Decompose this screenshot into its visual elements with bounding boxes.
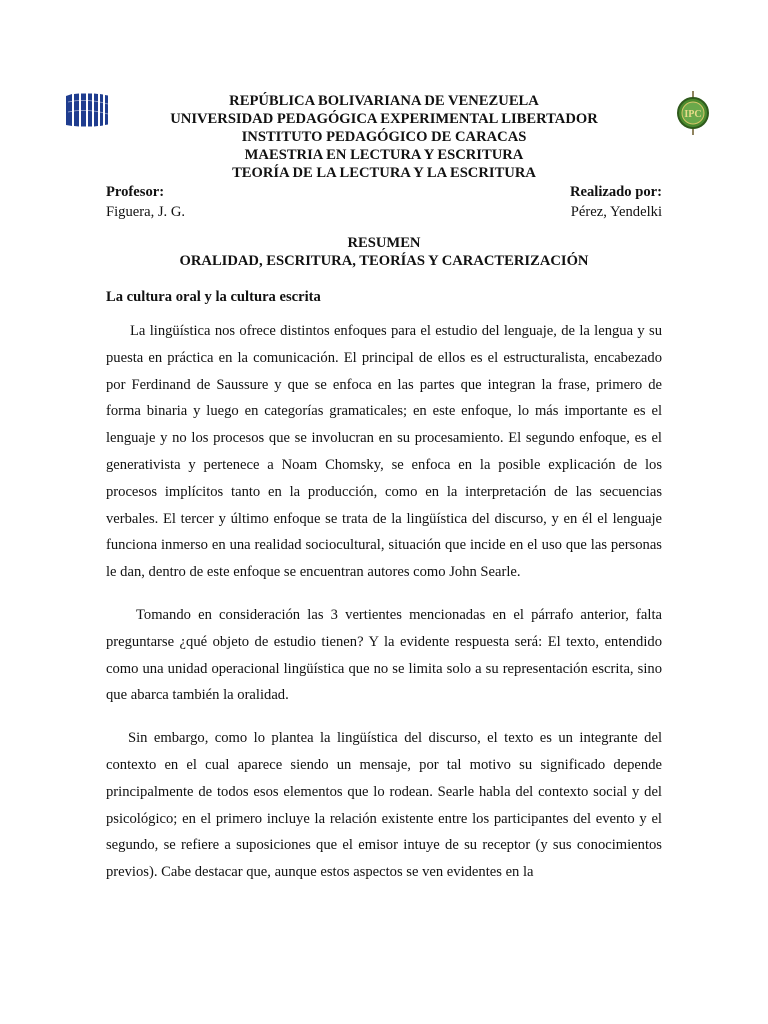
header-line-masters: MAESTRIA EN LECTURA Y ESCRITURA [244, 147, 524, 163]
header-line-institute: INSTITUTO PEDAGÓGICO DE CARACAS [241, 129, 527, 145]
svg-text:IPC: IPC [684, 109, 702, 120]
paragraph: Sin embargo, como lo plantea la lingüística del discurso, el texto es un integrante del contexto en el cual aparece siendo un mensaje, por tal motivo su significado depende principalmente de todos esos elementos que lo rodean. Searle habla del contexto social y del psicológico; en el primero incluye la relación existente entre los participantes del evento y el segundo, se refiere a suposiciones que el emisor intuye de su receptor (y sus conocimientos previos). Cabe destacar que, aunque estos aspectos se ven evidentes en la [106, 730, 662, 881]
paragraph: Tomando en consideración las 3 vertientes mencionadas en el párrafo anterior, falta preguntarse ¿qué objeto de estudio tienen? Y la evidente respuesta será: El texto, entendido como una unidad operacional lingüística que no se limita solo a su representación escrita, sino que abarca también la oralidad. [106, 606, 662, 704]
section-heading: La cultura oral y la cultura escrita [106, 289, 321, 305]
upel-logo-icon [64, 92, 110, 128]
professor-name: Figuera, J. G. [106, 204, 186, 220]
document-meta [106, 182, 662, 222]
document-body [106, 318, 662, 902]
header-line-republic: REPÚBLICA BOLIVARIANA DE VENEZUELA [229, 93, 539, 109]
summary-title: RESUMEN [347, 235, 421, 251]
summary-title-block [106, 234, 662, 270]
header-line-university: UNIVERSIDAD PEDAGÓGICA EXPERIMENTAL LIBERTADOR [170, 111, 598, 127]
paragraph: La lingüística nos ofrece distintos enfoques para el estudio del lenguaje, de la lengua y su puesta en práctica en la comunicación. El principal de ellos es el estructuralista, encabezado por Ferdinand de Saussure y que se enfoca en las partes que integran la frase, primero de forma binaria y luego en categorías gramaticales; en este enfoque, lo más importante es el lenguaje y no los procesos que se involucran en su procesamiento. El segundo enfoque, es el generativista y pertenece a Noam Chomsky, se enfoca en la posible explicación de los procesos implícitos tanto en la producción, como en la interpretación de las secuencias verbales. El tercer y último enfoque se trata de la lingüística del discurso, y en él el lenguaje funciona inmerso en una realidad sociocultural, situación que incide en el uso que las personas le dan, dentro de este enfoque se encuentran autores como John Searle. [106, 323, 662, 581]
professor-label: Profesor: [106, 184, 165, 200]
document-header [106, 92, 662, 182]
header-line-course: TEORÍA DE LA LECTURA Y LA ESCRITURA [232, 165, 536, 181]
author-label: Realizado por: [569, 184, 662, 200]
summary-subtitle: ORALIDAD, ESCRITURA, TEORÍAS Y CARACTERIZACIÓN [179, 253, 589, 269]
ipc-seal-icon [672, 90, 714, 136]
author-name: Pérez, Yendelki [570, 204, 662, 220]
